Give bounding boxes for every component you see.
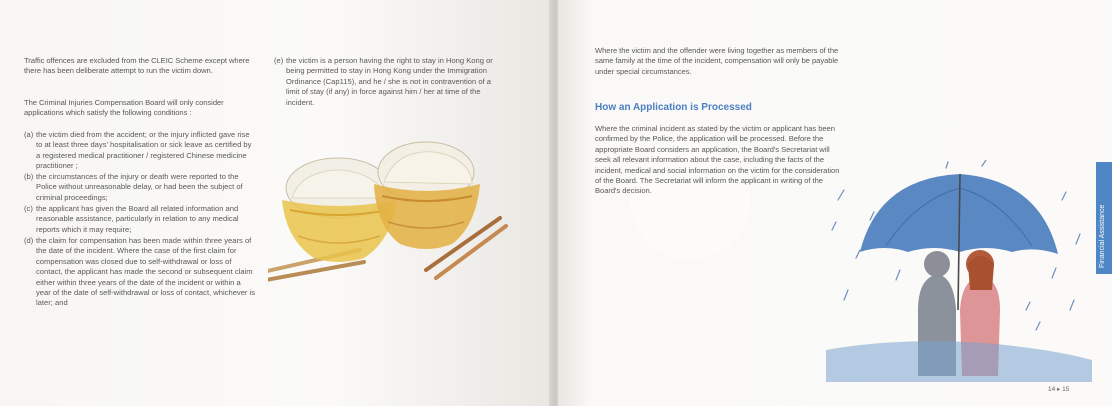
condition-b: [24, 172, 256, 203]
condition-label: (e): [274, 56, 284, 65]
financial-assistance-tab[interactable]: [1096, 162, 1112, 274]
condition-e: [274, 56, 500, 108]
condition-text: the victim is a person having the right to stay in Hong Kong or being permitted to stay in Hong Kong under the Immigration Ordinance (Cap115), and he / she is not in contravention of a limit of stay (if any) in force against him / her at time of the incident.: [286, 56, 493, 107]
rice-bowls-illustration: [268, 140, 518, 290]
condition-label: (b): [24, 172, 34, 181]
traffic-offences-paragraph: Traffic offences are excluded from the CLEIC Scheme except where there has been deliberate attempt to run the victim down.: [24, 56, 250, 76]
section-heading: How an Application is Processed: [595, 102, 752, 113]
process-paragraph: Where the criminal incident as stated by the victim or applicant has been confirmed by the Police, the application will be processed. Before the appropriate Board considers an application, the Board's Secretariat will seek all relevant information about the case, including the facts of the incident, medical and social information on the victim for the consideration of the Board. The Secretariat will inform the applicant in writing of the Board's decision.: [595, 124, 840, 196]
condition-text: the victim died from the accident; or the injury inflicted gave rise to at least three days' hospitalisation or sick leave as certified by a registered medical practitioner / registered Chinese medicine practitioner ;: [36, 130, 252, 171]
condition-label: (d): [24, 236, 34, 245]
board-conditions-intro: The Criminal Injuries Compensation Board will only consider applications which satisfy the following conditions :: [24, 98, 224, 118]
family-paragraph: Where the victim and the offender were living together as members of the same family at the time of the incident, compensation will only be payable under special circumstances.: [595, 46, 839, 76]
condition-d: [24, 236, 256, 309]
tab-label: Financial Assistance: [1099, 204, 1106, 268]
condition-text: the applicant has given the Board all related information and reasonable assistance, particularly in relation to any medical reports which it may require;: [36, 204, 239, 234]
condition-text: the claim for compensation has been made within three years of the date of the incident. Where the case of the first claim for compensation was closed due to self-withdrawal or loss of contact, the applicant has made the second or subsequent claim either within three years of the date of the incident or within a year of the date of self-withdrawal or loss of contact, whichever is later; and: [36, 236, 256, 308]
condition-c: [24, 204, 256, 235]
umbrella-couple-illustration: [826, 160, 1092, 382]
page-numbers: 14 ▸ 15: [1048, 386, 1070, 393]
right-rice-bowl: [374, 142, 480, 249]
condition-a: [24, 130, 256, 172]
umbrella-icon: [860, 174, 1058, 310]
puddle-wash: [826, 341, 1092, 382]
left-page: [0, 0, 552, 406]
condition-label: (c): [24, 204, 33, 213]
condition-label: (a): [24, 130, 34, 139]
right-page: [558, 0, 1112, 406]
condition-text: the circumstances of the injury or death were reported to the Police without unreasonable delay, or had been the subject of criminal proceedings;: [36, 172, 243, 202]
